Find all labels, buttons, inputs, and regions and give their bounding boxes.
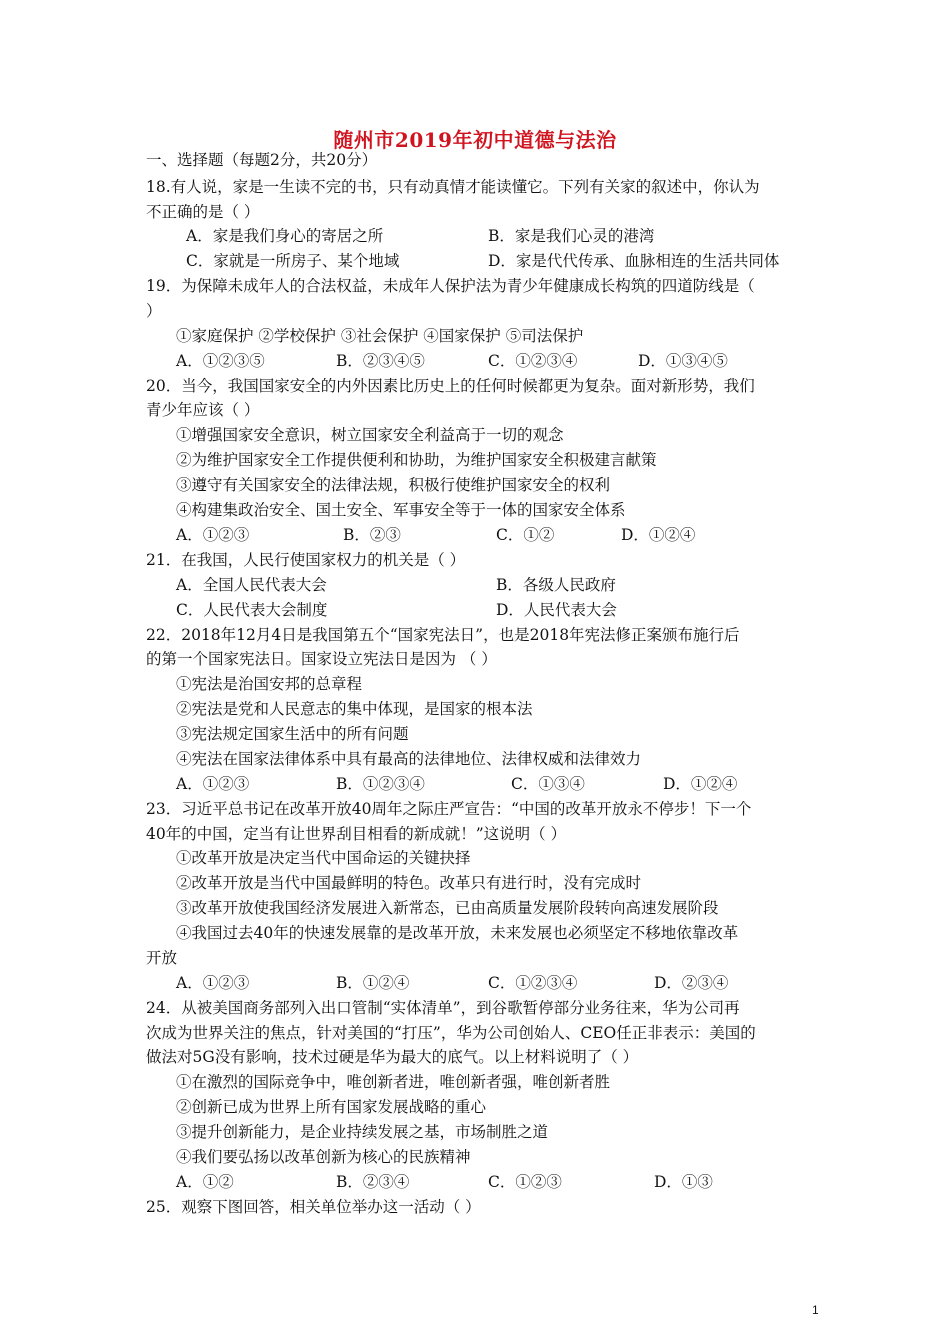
- q19-option-c: C．①②③④: [488, 352, 578, 370]
- q19-stem-line1: 19．为保障未成年人的合法权益，未成年人保护法为青少年健康成长构筑的四道防线是（: [146, 277, 755, 295]
- q24-item-2: ②创新已成为世界上所有国家发展战略的重心: [176, 1098, 487, 1116]
- q22-option-a: A．①②③: [176, 775, 250, 793]
- q22-option-c: C．①③④: [511, 775, 585, 793]
- q21-option-d: D．人民代表大会: [496, 601, 617, 619]
- q24-option-a: A．①②: [176, 1173, 234, 1191]
- q22-item-4: ④宪法在国家法律体系中具有最高的法律地位、法律权威和法律效力: [176, 750, 642, 768]
- q23-option-d: D．②③④: [654, 974, 729, 992]
- page-number: 1: [812, 1303, 819, 1317]
- q22-stem-line1: 22．2018年12月4日是我国第五个“国家宪法日”，也是2018年宪法修正案颁布施行后: [146, 626, 740, 644]
- q24-stem-line1: 24．从被美国商务部列入出口管制“实体清单”，到谷歌暂停部分业务往来，华为公司再: [146, 999, 740, 1017]
- q23-stem-line2: 40年的中国，定当有让世界刮目相看的新成就！”这说明（ ）: [146, 825, 567, 843]
- q23-item-2: ②改革开放是当代中国最鲜明的特色。改革只有进行时，没有完成时: [176, 874, 642, 892]
- q20-option-d: D．①②④: [621, 526, 696, 544]
- q23-item-4-line1: ④我国过去40年的快速发展靠的是改革开放，未来发展也必须坚定不移地依靠改革: [176, 924, 739, 942]
- q22-item-1: ①宪法是治国安邦的总章程: [176, 675, 363, 693]
- q21-option-b: B．各级人民政府: [496, 576, 616, 594]
- q18-stem-line1: 18.有人说，家是一生读不完的书，只有动真情才能读懂它。下列有关家的叙述中，你认为: [146, 178, 760, 196]
- q21-option-a: A．全国人民代表大会: [176, 576, 327, 594]
- q22-option-b: B．①②③④: [336, 775, 425, 793]
- document-title: 随州市2019年初中道德与法治: [333, 128, 617, 152]
- q24-option-b: B．②③④: [336, 1173, 410, 1191]
- q24-item-4: ④我们要弘扬以改革创新为核心的民族精神: [176, 1148, 471, 1166]
- q20-item-4: ④构建集政治安全、国土安全、军事安全等于一体的国家安全体系: [176, 501, 626, 519]
- q20-option-b: B．②③: [343, 526, 401, 544]
- q23-option-a: A．①②③: [176, 974, 250, 992]
- q22-stem-line2: 的第一个国家宪法日。国家设立宪法日是因为 （ ）: [146, 650, 497, 668]
- q23-stem-line1: 23．习近平总书记在改革开放40周年之际庄严宣告：“中国的改革开放永不停步！下一个: [146, 800, 752, 818]
- q24-option-d: D．①③: [654, 1173, 713, 1191]
- q23-option-b: B．①②④: [336, 974, 410, 992]
- q20-stem-line1: 20．当今，我国国家安全的内外因素比历史上的任何时候都更为复杂。面对新形势，我们: [146, 377, 755, 395]
- q20-item-2: ②为维护国家安全工作提供便利和协助，为维护国家安全积极建言献策: [176, 451, 657, 469]
- q21-stem: 21．在我国，人民行使国家权力的机关是（ ）: [146, 551, 466, 569]
- q19-items: ①家庭保护 ②学校保护 ③社会保护 ④国家保护 ⑤司法保护: [176, 327, 584, 345]
- q20-option-a: A．①②③: [176, 526, 250, 544]
- q23-item-1: ①改革开放是决定当代中国命运的关键抉择: [176, 849, 471, 867]
- section-heading: 一、选择题（每题2分，共20分）: [146, 151, 378, 169]
- q23-option-c: C．①②③④: [488, 974, 578, 992]
- q18-option-b: B．家是我们心灵的港湾: [488, 227, 655, 245]
- q22-option-d: D．①②④: [663, 775, 738, 793]
- q23-item-3: ③改革开放使我国经济发展进入新常态，已由高质量发展阶段转向高速发展阶段: [176, 899, 719, 917]
- q19-option-b: B．②③④⑤: [336, 352, 425, 370]
- q20-stem-line2: 青少年应该（ ）: [146, 401, 260, 419]
- q18-option-a: A．家是我们身心的寄居之所: [186, 227, 384, 245]
- q19-stem-line2: ）: [146, 302, 162, 320]
- q24-item-3: ③提升创新能力，是企业持续发展之基，市场制胜之道: [176, 1123, 549, 1141]
- q18-option-c: C．家就是一所房子、某个地域: [186, 252, 400, 270]
- q24-item-1: ①在激烈的国际竞争中，唯创新者进，唯创新者强，唯创新者胜: [176, 1073, 611, 1091]
- q18-stem-line2: 不正确的是（ ）: [146, 203, 260, 221]
- q23-item-4-line2: 开放: [146, 949, 178, 967]
- q20-item-3: ③遵守有关国家安全的法律法规，积极行使维护国家安全的权利: [176, 476, 611, 494]
- q21-option-c: C．人民代表大会制度: [176, 601, 328, 619]
- q24-stem-line3: 做法对5G没有影响，技术过硬是华为最大的底气。以上材料说明了（ ）: [146, 1048, 639, 1066]
- q20-item-1: ①增强国家安全意识，树立国家安全利益高于一切的观念: [176, 426, 564, 444]
- q19-option-a: A．①②③⑤: [176, 352, 265, 370]
- q22-item-2: ②宪法是党和人民意志的集中体现，是国家的根本法: [176, 700, 533, 718]
- q24-option-c: C．①②③: [488, 1173, 562, 1191]
- q20-option-c: C．①②: [496, 526, 555, 544]
- q18-option-d: D．家是代代传承、血脉相连的生活共同体: [488, 252, 780, 270]
- q25-stem: 25．观察下图回答，相关单位举办这一活动（ ）: [146, 1198, 481, 1216]
- q24-stem-line2: 次成为世界关注的焦点，针对美国的“打压”，华为公司创始人、CEO任正非表示：美国的: [146, 1024, 756, 1042]
- q22-item-3: ③宪法规定国家生活中的所有问题: [176, 725, 409, 743]
- q19-option-d: D．①③④⑤: [638, 352, 728, 370]
